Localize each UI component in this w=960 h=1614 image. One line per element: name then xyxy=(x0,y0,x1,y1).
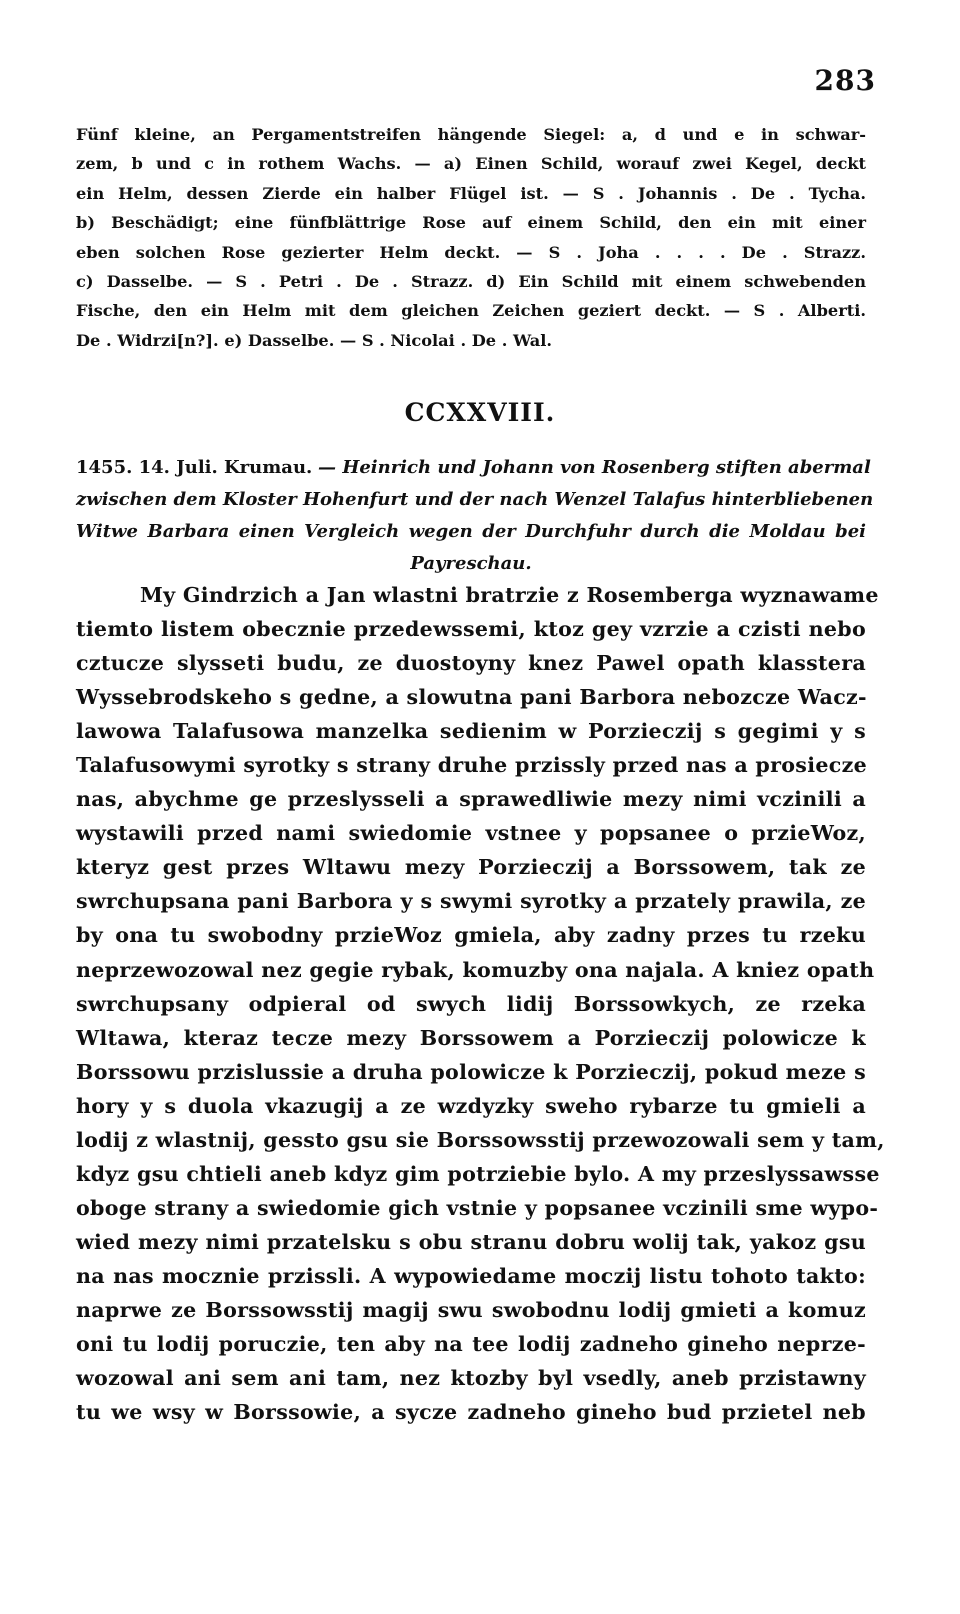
page-number: 283 xyxy=(814,64,876,97)
charter-line: Wyssebrodskeho s gedne, a slowutna pani Barbora nebozcze Wacz- xyxy=(76,685,867,710)
footnote-line: zem, b und c in rothem Wachs. — a) Einen Schild, worauf zwei Kegel, deckt xyxy=(76,154,866,174)
regest-line xyxy=(76,452,871,484)
regest-line: Witwe Barbara einen Vergleich wegen der Durchfuhr durch die Moldau bei xyxy=(76,521,866,542)
charter-line: wozowal ani sem ani tam, nez ktozby byl vsedly, aneb przistawny xyxy=(76,1366,866,1391)
charter-line: na nas mocznie przissli. A wypowiedame moczij listu tohoto takto: xyxy=(76,1263,866,1288)
charter-line: wystawili przed nami swiedomie vstnee y popsanee o przieWoz, xyxy=(76,821,866,846)
regest-summary: — Heinrich und Johann von Rosenberg stiften abermal xyxy=(318,457,871,478)
footnotes-block xyxy=(76,120,866,355)
charter-line: neprzewozowal nez gegie rybak, komuzby ona najala. A kniez opath xyxy=(76,957,875,982)
charter-line: kdyz gsu chtieli aneb kdyz gim potrziebie bylo. A my przeslyssawsse xyxy=(76,1161,880,1186)
charter-line: swrchupsana pani Barbora y s swymi syrotky a przately prawila, ze xyxy=(76,889,866,914)
charter-line: nas, abychme ge przeslysseli a sprawedliwie mezy nimi vczinili a xyxy=(76,787,866,812)
footnote-line: eben solchen Rose gezierter Helm deckt. — S . Joha . . . . De . Strazz. xyxy=(76,242,866,262)
charter-line: by ona tu swobodny przieWoz gmiela, aby zadny przes tu rzeku xyxy=(76,923,866,948)
footnote-line: ein Helm, dessen Zierde ein halber Flügel ist. — S . Johannis . De . Tycha. xyxy=(76,183,866,203)
charter-line: hory y s duola vkazugij a ze wzdyzky sweho rybarze tu gmieli a xyxy=(76,1093,866,1118)
footnote-line: Fünf kleine, an Pergamentstreifen hängende Siegel: a, d und e in schwar- xyxy=(76,125,866,144)
charter-line: kteryz gest przes Wltawu mezy Porzieczij a Borssowem, tak ze xyxy=(76,855,866,880)
charter-line: Talafusowymi syrotky s strany druhe przissly przed nas a prosiecze xyxy=(76,753,867,778)
footnote-line: c) Dasselbe. — S . Petri . De . Strazz. d) Ein Schild mit einem schwebenden xyxy=(76,272,866,292)
regest-block xyxy=(76,452,874,580)
charter-line: My Gindrzich a Jan wlastni bratrzie z Rosemberga wyznawame xyxy=(140,583,879,607)
document-number-heading: CCXXVIII. xyxy=(404,398,556,427)
charter-line: lawowa Talafusowa manzelka sedienim w Porzieczij s gegimi y s xyxy=(76,719,866,744)
charter-line: lodij z wlastnij, gessto gsu sie Borssowsstij przewozowali sem y tam, xyxy=(76,1127,885,1152)
charter-line: cztucze slysseti budu, ze duostoyny knez Pawel opath klasstera xyxy=(76,651,866,676)
charter-line: oboge strany a swiedomie gich vstnie y popsanee vczinili sme wypo- xyxy=(76,1195,879,1220)
charter-text xyxy=(76,578,885,1429)
date-place: 1455. 14. Juli. Krumau. xyxy=(76,457,313,478)
charter-line: wied mezy nimi przatelsku s obu stranu dobru wolij tak, yakoz gsu xyxy=(76,1229,866,1254)
regest-line: Payreschau. xyxy=(410,553,532,574)
charter-line: naprwe ze Borssowsstij magij swu swobodnu lodij gmieti a komuz xyxy=(76,1297,866,1322)
charter-line: swrchupsany odpieral od swych lidij Borssowkych, ze rzeka xyxy=(76,991,866,1016)
footnote-line: Fische, den ein Helm mit dem gleichen Zeichen geziert deckt. — S . Alberti. xyxy=(76,301,866,321)
charter-line: tu we wsy w Borssowie, a sycze zadneho gineho bud przietel neb xyxy=(76,1400,866,1425)
footnote-line: De . Widrzi[n?]. e) Dasselbe. — S . Nicolai . De . Wal. xyxy=(76,330,553,350)
charter-line: Borssowu przislussie a druha polowicze k Porzieczij, pokud meze s xyxy=(76,1059,866,1084)
charter-line: Wltawa, kteraz tecze mezy Borssowem a Porzieczij polowicze k xyxy=(76,1025,866,1050)
charter-line: tiemto listem obecznie przedewssemi, ktoz gey vzrzie a czisti nebo xyxy=(76,617,866,642)
regest-line: zwischen dem Kloster Hohenfurt und der nach Wenzel Talafus hinterbliebenen xyxy=(76,489,874,510)
charter-line: oni tu lodij poruczie, ten aby na tee lodij zadneho gineho neprze- xyxy=(76,1332,866,1357)
footnote-line: b) Beschädigt; eine fünfblättrige Rose auf einem Schild, den ein mit einer xyxy=(76,213,866,233)
